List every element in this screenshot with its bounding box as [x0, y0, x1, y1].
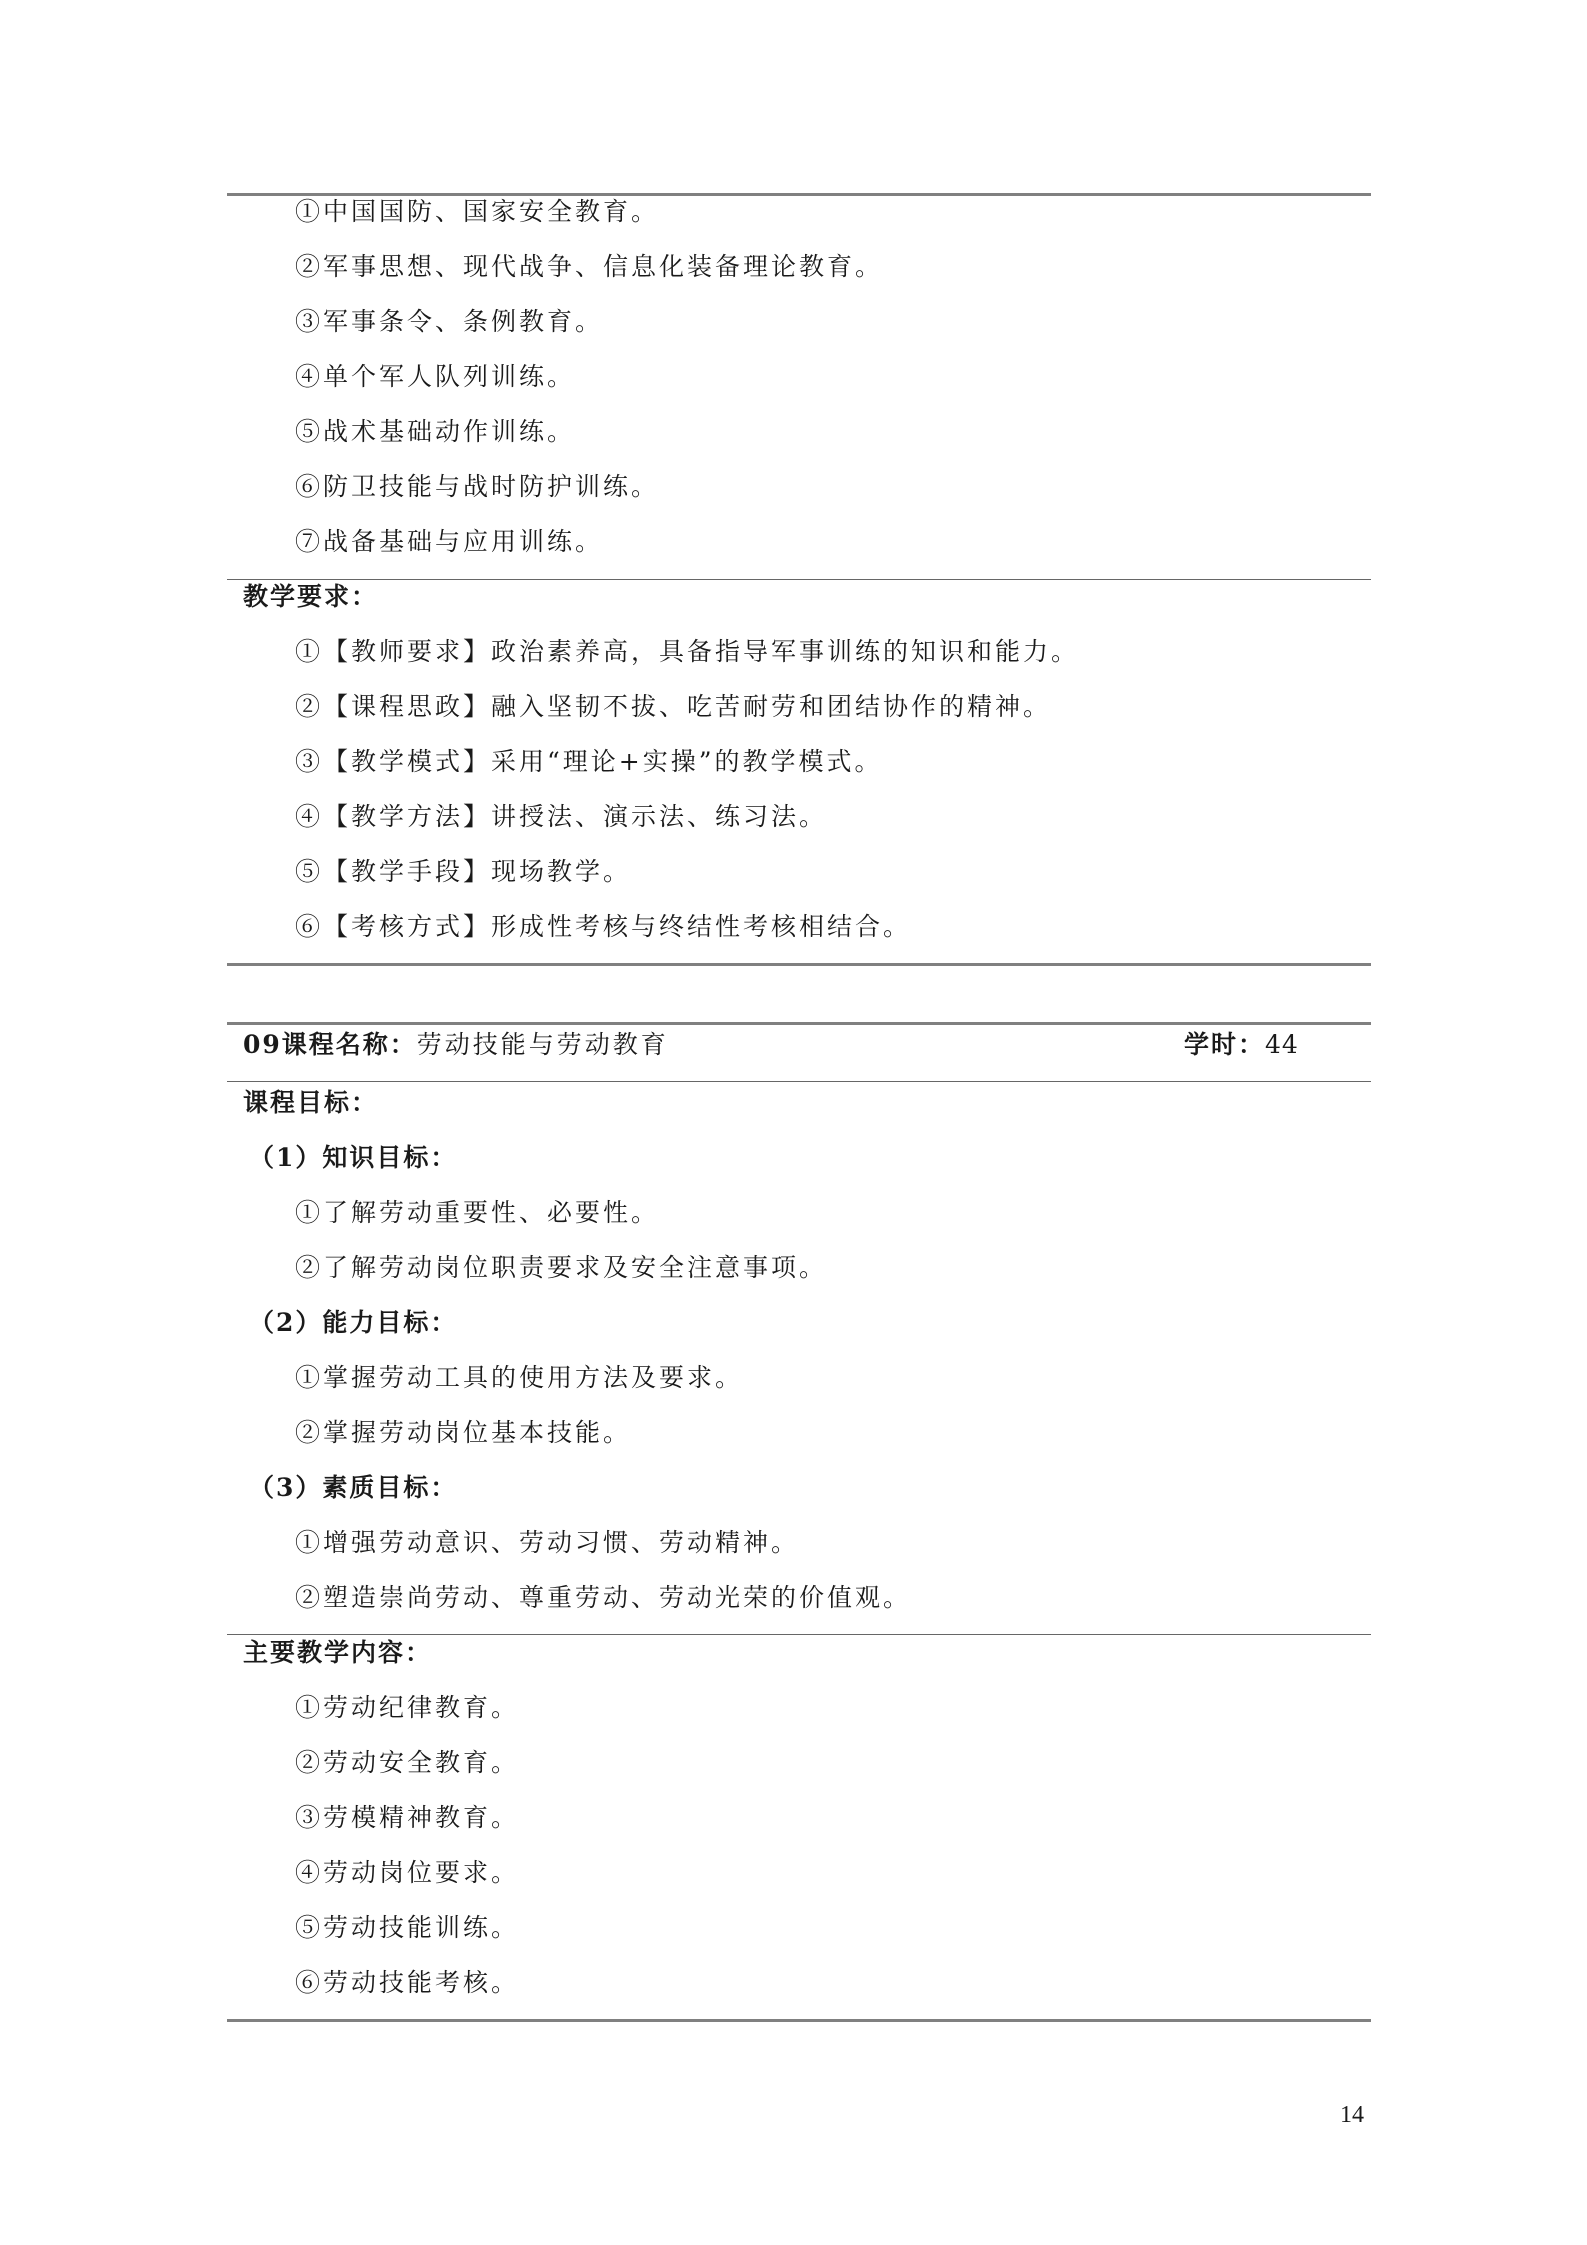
content-item: ④劳动岗位要求。 [295, 1858, 520, 1887]
page-number: 14 [1340, 2102, 1364, 2128]
requirement-item: ③【教学模式】采用“理论+实操”的教学模式。 [295, 747, 883, 776]
course-name-value: 劳动技能与劳动教育 [416, 1030, 669, 1059]
ability-item: ②掌握劳动岗位基本技能。 [295, 1418, 632, 1447]
knowledge-item: ①了解劳动重要性、必要性。 [295, 1198, 660, 1227]
quality-heading: （3）素质目标： [249, 1473, 458, 1502]
section-divider [227, 1634, 1371, 1635]
ability-item: ①掌握劳动工具的使用方法及要求。 [295, 1363, 744, 1392]
content-item: ②劳动安全教育。 [295, 1748, 520, 1777]
section-divider [227, 1081, 1371, 1082]
content-item: ⑥劳动技能考核。 [295, 1968, 520, 1997]
quality-item: ②塑造崇尚劳动、尊重劳动、劳动光荣的价值观。 [295, 1583, 912, 1612]
content-item: ③劳模精神教育。 [295, 1803, 520, 1832]
knowledge-item: ②了解劳动岗位职责要求及安全注意事项。 [295, 1253, 828, 1282]
content-heading: 主要教学内容： [243, 1638, 433, 1667]
course-hours-label: 学时： [1184, 1030, 1266, 1059]
content-item: ⑤劳动技能训练。 [295, 1913, 520, 1942]
table-bottom-rule [227, 963, 1371, 966]
table-top-rule [227, 1022, 1371, 1025]
table-bottom-rule [227, 2019, 1371, 2022]
content-item: ⑦战备基础与应用训练。 [295, 527, 604, 556]
requirement-item: ⑤【教学手段】现场教学。 [295, 857, 632, 886]
requirement-item: ⑥【考核方式】形成性考核与终结性考核相结合。 [295, 912, 912, 941]
content-item: ③军事条令、条例教育。 [295, 307, 604, 336]
requirement-item: ①【教师要求】政治素养高，具备指导军事训练的知识和能力。 [295, 637, 1080, 666]
content-item: ⑥防卫技能与战时防护训练。 [295, 472, 660, 501]
content-item: ⑤战术基础动作训练。 [295, 417, 576, 446]
course-title [243, 1029, 669, 1061]
content-item: ①劳动纪律教育。 [295, 1693, 520, 1722]
requirement-item: ④【教学方法】讲授法、演示法、练习法。 [295, 802, 828, 831]
course-hours-value: 44 [1265, 1030, 1299, 1059]
content-item: ④单个军人队列训练。 [295, 362, 576, 391]
ability-heading: （2）能力目标： [249, 1308, 458, 1337]
knowledge-heading: （1）知识目标： [249, 1143, 458, 1172]
course-hours [1184, 1029, 1299, 1061]
requirement-item: ②【课程思政】融入坚韧不拔、吃苦耐劳和团结协作的精神。 [295, 692, 1052, 721]
course-name-label: 09课程名称： [243, 1030, 417, 1059]
objectives-heading: 课程目标： [243, 1088, 379, 1117]
quality-item: ①增强劳动意识、劳动习惯、劳动精神。 [295, 1528, 800, 1557]
section-divider [227, 579, 1371, 580]
content-item: ①中国国防、国家安全教育。 [295, 197, 660, 226]
requirements-heading: 教学要求： [243, 582, 379, 611]
content-item: ②军事思想、现代战争、信息化装备理论教育。 [295, 252, 884, 281]
